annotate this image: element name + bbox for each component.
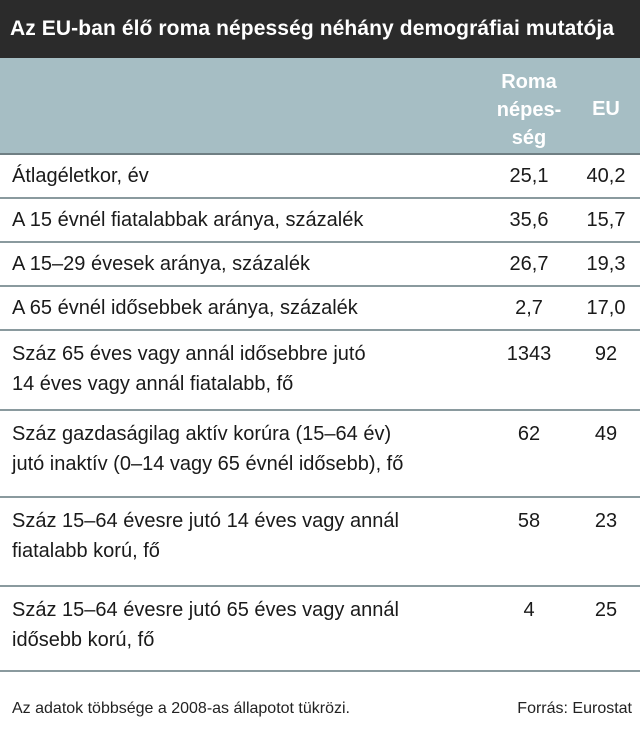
eu-value: 40,2 (586, 165, 626, 187)
roma-value: 58 (517, 510, 541, 532)
roma-value: 26,7 (509, 253, 549, 275)
eu-value: 25 (594, 599, 618, 621)
row-label-line: Száz gazdaságilag aktív korúra (15–64 év) (12, 423, 392, 445)
row-label: Átlagéletkor, év (12, 165, 149, 187)
row-label (0, 506, 486, 585)
row-label: A 15–29 évesek aránya, százalék (12, 253, 310, 275)
table-row (0, 287, 640, 331)
eu-value: 17,0 (586, 297, 626, 319)
row-label-line: fiatalabb korú, fő (12, 540, 160, 562)
table-row (0, 331, 640, 411)
table-row (0, 411, 640, 498)
row-label-line: idősebb korú, fő (12, 629, 155, 651)
row-label-line: 14 éves vagy annál fiatalabb, fő (12, 373, 294, 395)
footnote: Az adatok többsége a 2008-as állapotot tükrözi. (12, 700, 350, 717)
row-label (0, 595, 486, 670)
row-label-line: Száz 15–64 évesre jutó 65 éves vagy annál (12, 599, 399, 621)
roma-value: 2,7 (515, 297, 543, 319)
table-row (0, 155, 640, 199)
roma-value: 25,1 (509, 165, 549, 187)
roma-value: 62 (517, 423, 541, 445)
column-header-roma: Roma népes- ség (496, 71, 562, 149)
table-footer (0, 700, 640, 718)
eu-value: 23 (594, 510, 618, 532)
row-label-line: Száz 15–64 évesre jutó 14 éves vagy annál (12, 510, 399, 532)
roma-value: 35,6 (509, 209, 549, 231)
row-label: A 15 évnél fiatalabbak aránya, százalék (12, 209, 364, 231)
table-title: Az EU-ban élő roma népesség néhány demográfiai mutatója (0, 0, 640, 58)
eu-value: 19,3 (586, 253, 626, 275)
table-header (0, 58, 640, 155)
table-row (0, 199, 640, 243)
table-row (0, 587, 640, 672)
row-label (0, 419, 486, 496)
row-label: A 65 évnél idősebbek aránya, százalék (12, 297, 358, 319)
row-label (0, 339, 486, 409)
header-label-spacer (0, 58, 486, 153)
eu-value: 15,7 (586, 209, 626, 231)
eu-value: 92 (594, 343, 618, 365)
column-header-eu: EU (592, 98, 620, 120)
eu-value: 49 (594, 423, 618, 445)
roma-value: 1343 (506, 343, 552, 365)
roma-value: 4 (523, 599, 535, 621)
row-label-line: jutó inaktív (0–14 vagy 65 évnél idősebb), fő (12, 453, 404, 475)
row-label-line: Száz 65 éves vagy annál idősebbre jutó (12, 343, 366, 365)
source-credit: Forrás: Eurostat (517, 700, 632, 717)
table-row (0, 498, 640, 587)
table-row (0, 243, 640, 287)
